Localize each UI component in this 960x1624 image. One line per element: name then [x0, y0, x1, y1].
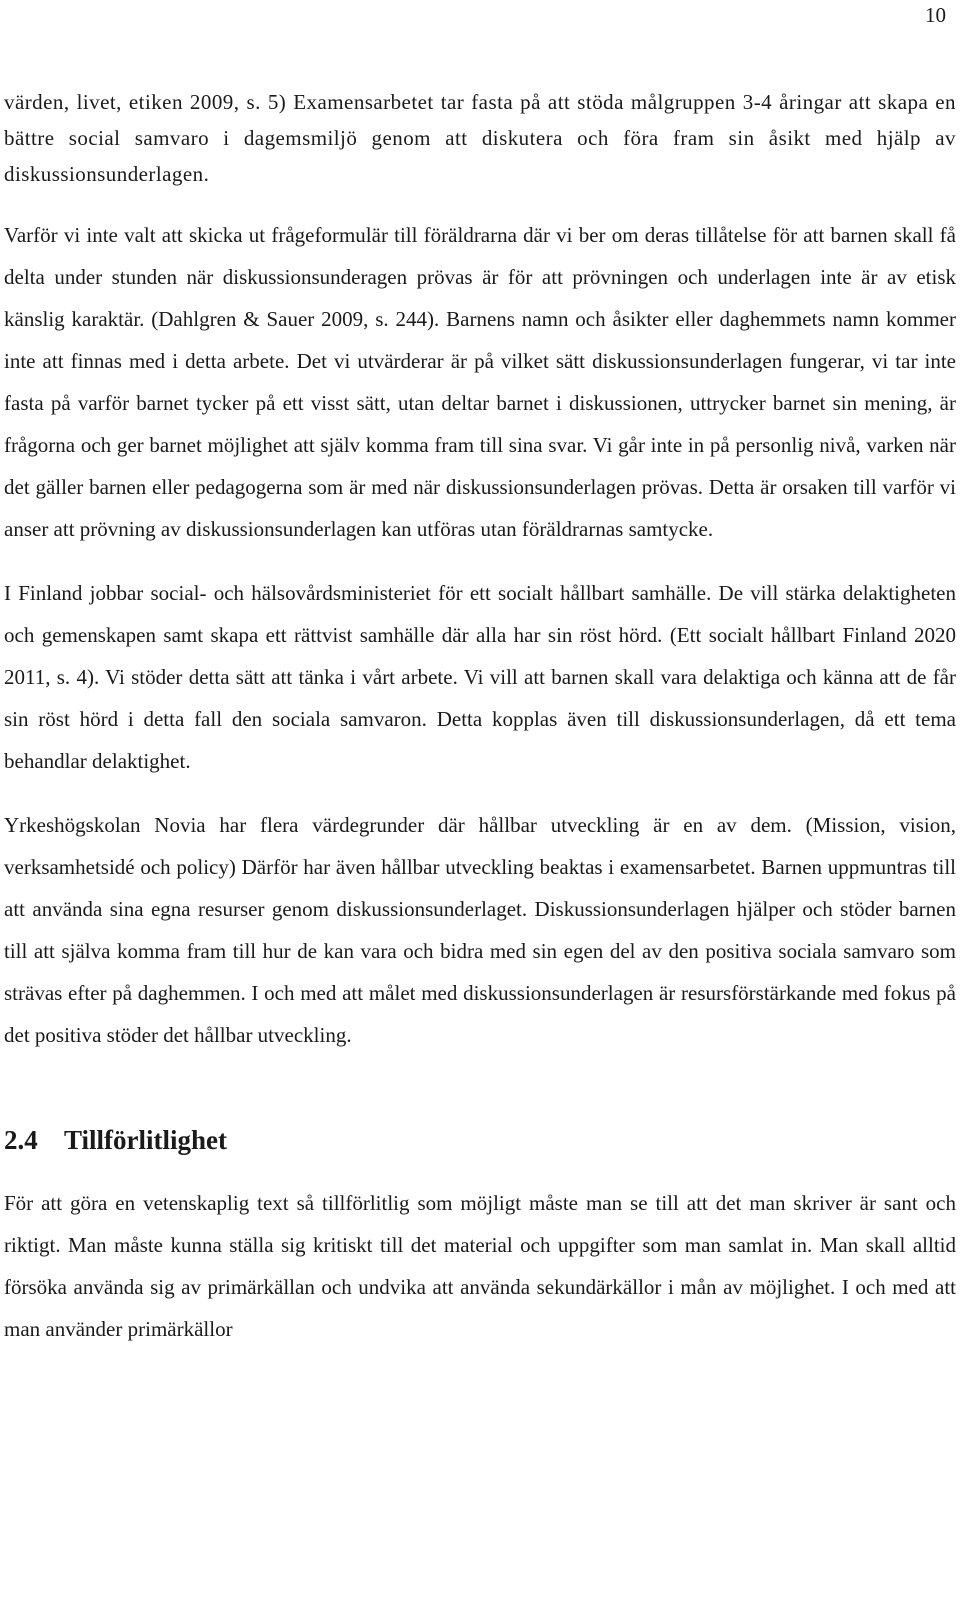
paragraph-gap: [4, 782, 956, 804]
paragraph-tillforlitlighet: För att göra en vetenskaplig text så tillförlitlig som möjligt måste man se till att det man skriver är sant och riktigt. Man måste kunna ställa sig kritiskt till det material och uppgifter som man samlat in. Man skall alltid försöka använda sig av primärkällan och undvika att använda sekundärkällor i mån av möjlighet. I och med att man använder primärkällor: [4, 1191, 956, 1341]
section-number: 2.4: [4, 1125, 38, 1155]
section-heading: [4, 1120, 956, 1160]
paragraph-etik: Varför vi inte valt att skicka ut frågeformulär till föräldrarna där vi ber om deras tillåtelse för att barnen skall få delta under stunden när diskussionsunderagen prövas är för att prövningen och underlagen inte är av etisk känslig karaktär. (Dahlgren & Sauer 2009, s. 244). Barnens namn och åsikter eller daghemmets namn kommer inte att finnas med i detta arbete. Det vi utvärderar är på vilket sätt diskussionsunderlagen fungerar, vi tar inte fasta på varför barnet tycker på ett visst sätt, utan deltar barnet i diskussionen, uttrycker barnet sin mening, är frågorna och ger barnet möjlighet att själv komma fram till sina svar. Vi går inte in på personlig nivå, varken när det gäller barnen eller pedagogerna som är med när diskussionsunderlagen prövas. Detta är orsaken till varför vi anser att prövning av diskussionsunderlagen kan utföras utan föräldrarnas samtycke.: [4, 223, 956, 541]
paragraph-gap: [4, 192, 956, 214]
paragraph-hallbart-samhalle: I Finland jobbar social- och hälsovårdsministeriet för ett socialt hållbart samhälle. De vill stärka delaktigheten och gemenskapen samt skapa ett rättvist samhälle där alla har sin röst hörd. (Ett socialt hållbart Finland 2020 2011, s. 4). Vi stöder detta sätt att tänka i vårt arbete. Vi vill att barnen skall vara delaktiga och känna att de får sin röst hörd i detta fall den sociala samvaron. Detta kopplas även till diskussionsunderlagen, då ett tema behandlar delaktighet.: [4, 581, 956, 773]
page-number: 10: [925, 3, 946, 27]
page-content: [4, 84, 956, 1350]
section-title: Tillförlitlighet: [64, 1125, 227, 1155]
section-gap: [4, 1160, 956, 1182]
paragraph-hallbar-utveckling: Yrkeshögskolan Novia har flera värdegrunder där hållbar utveckling är en av dem. (Mission, vision, verksamhetsidé och policy) Därför har även hållbar utveckling beaktas i examensarbetet. Barnen uppmuntras till att använda sina egna resurser genom diskussionsunderlaget. Diskussionsunderlagen hjälper och stöder barnen till att själva komma fram till hur de kan vara och bidra med sin egen del av den positiva sociala samvaro som strävas efter på daghemmen. I och med att målet med diskussionsunderlagen är resursförstärkande med fokus på det positiva stöder det hållbar utveckling.: [4, 813, 956, 1047]
paragraph-examensarbetet: värden, livet, etiken 2009, s. 5) Examensarbetet tar fasta på att stöda målgruppen 3-4 åringar att skapa en bättre social samvaro i dagemsmiljö genom att diskutera och föra fram sin åsikt med hjälp av diskussionsunderlagen.: [4, 90, 956, 186]
section-gap: [4, 1056, 956, 1120]
paragraph-gap: [4, 550, 956, 572]
